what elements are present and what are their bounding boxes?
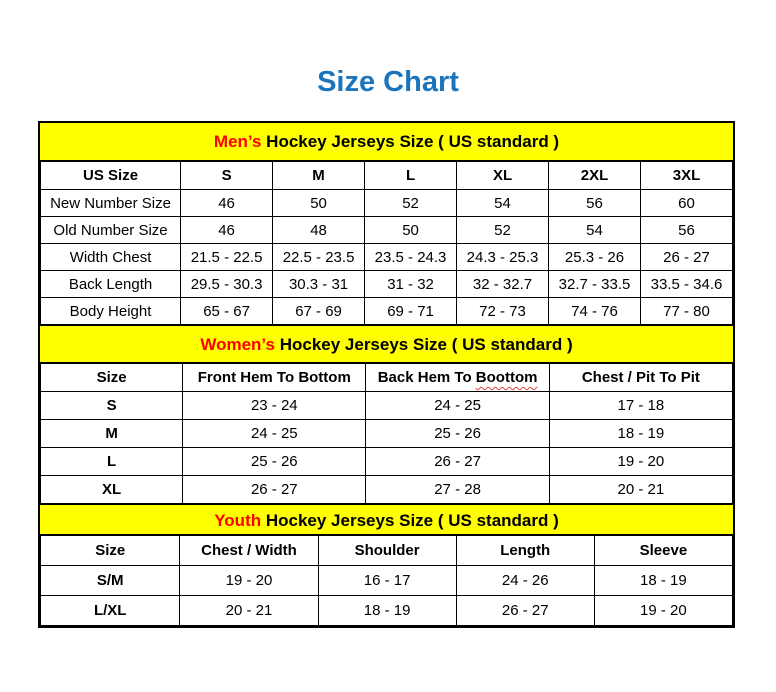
- mens-cell-value: 72 - 73: [457, 298, 549, 325]
- mens-data-row: [41, 190, 733, 217]
- mens-header-row: [41, 162, 733, 190]
- mens-cell-value: 54: [457, 190, 549, 217]
- mens-cell-value: 56: [641, 217, 733, 244]
- youth-band-highlight: Youth: [214, 511, 262, 530]
- mens-cell-value: 60: [641, 190, 733, 217]
- mens-cell-value: 77 - 80: [641, 298, 733, 325]
- mens-column-header: 3XL: [641, 162, 733, 190]
- mens-data-row: [41, 244, 733, 271]
- mens-section-band: Men’s Hockey Jerseys Size ( US standard ): [40, 123, 733, 161]
- womens-header-row: [41, 364, 733, 392]
- mens-cell-value: 54: [549, 217, 641, 244]
- mens-cell-value: 33.5 - 34.6: [641, 271, 733, 298]
- womens-column-header: Back Hem To Boottom: [366, 364, 549, 392]
- mens-cell-value: 67 - 69: [273, 298, 365, 325]
- misspelled-word: Boottom: [475, 369, 538, 386]
- mens-cell-value: 21.5 - 22.5: [181, 244, 273, 271]
- mens-cell-value: 48: [273, 217, 365, 244]
- youth-column-header: Chest / Width: [180, 536, 318, 566]
- mens-cell-value: 50: [273, 190, 365, 217]
- youth-table: [40, 535, 733, 626]
- womens-cell-value: 25 - 26: [366, 420, 549, 448]
- womens-data-row: [41, 476, 733, 504]
- womens-row-label: M: [41, 420, 183, 448]
- mens-cell-value: 69 - 71: [365, 298, 457, 325]
- womens-band-highlight: Women’s: [200, 335, 275, 354]
- youth-cell-value: 18 - 19: [318, 596, 456, 626]
- womens-column-header: Chest / Pit To Pit: [549, 364, 732, 392]
- womens-row-label: XL: [41, 476, 183, 504]
- mens-cell-value: 29.5 - 30.3: [181, 271, 273, 298]
- mens-cell-value: 50: [365, 217, 457, 244]
- mens-column-header: S: [181, 162, 273, 190]
- mens-table: [40, 161, 733, 325]
- youth-cell-value: 20 - 21: [180, 596, 318, 626]
- womens-data-row: [41, 420, 733, 448]
- womens-cell-value: 26 - 27: [366, 448, 549, 476]
- size-chart-tables: [38, 121, 735, 628]
- mens-cell-value: 56: [549, 190, 641, 217]
- womens-cell-value: 27 - 28: [366, 476, 549, 504]
- youth-data-row: [41, 566, 733, 596]
- mens-cell-value: 32.7 - 33.5: [549, 271, 641, 298]
- womens-data-row: [41, 448, 733, 476]
- womens-cell-value: 24 - 25: [366, 392, 549, 420]
- womens-cell-value: 18 - 19: [549, 420, 732, 448]
- womens-section-band: Women’s Hockey Jerseys Size ( US standard ): [40, 325, 733, 363]
- mens-cell-value: 30.3 - 31: [273, 271, 365, 298]
- womens-row-label: L: [41, 448, 183, 476]
- mens-cell-value: 26 - 27: [641, 244, 733, 271]
- mens-row-label: Back Length: [41, 271, 181, 298]
- mens-row-label: Body Height: [41, 298, 181, 325]
- mens-column-header: XL: [457, 162, 549, 190]
- mens-cell-value: 24.3 - 25.3: [457, 244, 549, 271]
- mens-cell-value: 32 - 32.7: [457, 271, 549, 298]
- mens-cell-value: 46: [181, 190, 273, 217]
- youth-row-label: S/M: [41, 566, 180, 596]
- mens-cell-value: 52: [457, 217, 549, 244]
- womens-cell-value: 19 - 20: [549, 448, 732, 476]
- mens-cell-value: 65 - 67: [181, 298, 273, 325]
- youth-cell-value: 19 - 20: [594, 596, 732, 626]
- mens-data-row: [41, 217, 733, 244]
- mens-column-header: 2XL: [549, 162, 641, 190]
- youth-column-header: Sleeve: [594, 536, 732, 566]
- mens-row-label: Width Chest: [41, 244, 181, 271]
- mens-cell-value: 74 - 76: [549, 298, 641, 325]
- mens-cell-value: 46: [181, 217, 273, 244]
- womens-cell-value: 25 - 26: [183, 448, 366, 476]
- youth-data-row: [41, 596, 733, 626]
- womens-table: [40, 363, 733, 504]
- mens-column-header: US Size: [41, 162, 181, 190]
- youth-column-header: Size: [41, 536, 180, 566]
- mens-row-label: New Number Size: [41, 190, 181, 217]
- mens-cell-value: 31 - 32: [365, 271, 457, 298]
- mens-column-header: M: [273, 162, 365, 190]
- youth-row-label: L/XL: [41, 596, 180, 626]
- youth-section-band: Youth Hockey Jerseys Size ( US standard ): [40, 504, 733, 535]
- mens-cell-value: 52: [365, 190, 457, 217]
- mens-cell-value: 23.5 - 24.3: [365, 244, 457, 271]
- mens-data-row: [41, 271, 733, 298]
- mens-cell-value: 22.5 - 23.5: [273, 244, 365, 271]
- womens-cell-value: 20 - 21: [549, 476, 732, 504]
- youth-header-row: [41, 536, 733, 566]
- womens-column-header: Size: [41, 364, 183, 392]
- youth-cell-value: 18 - 19: [594, 566, 732, 596]
- youth-column-header: Length: [456, 536, 594, 566]
- womens-cell-value: 24 - 25: [183, 420, 366, 448]
- womens-cell-value: 17 - 18: [549, 392, 732, 420]
- mens-cell-value: 25.3 - 26: [549, 244, 641, 271]
- mens-data-row: [41, 298, 733, 325]
- mens-row-label: Old Number Size: [41, 217, 181, 244]
- womens-cell-value: 26 - 27: [183, 476, 366, 504]
- youth-cell-value: 16 - 17: [318, 566, 456, 596]
- womens-row-label: S: [41, 392, 183, 420]
- youth-cell-value: 26 - 27: [456, 596, 594, 626]
- mens-band-highlight: Men’s: [213, 132, 262, 151]
- womens-data-row: [41, 392, 733, 420]
- youth-cell-value: 19 - 20: [180, 566, 318, 596]
- womens-cell-value: 23 - 24: [183, 392, 366, 420]
- youth-cell-value: 24 - 26: [456, 566, 594, 596]
- youth-column-header: Shoulder: [318, 536, 456, 566]
- womens-column-header: Front Hem To Bottom: [183, 364, 366, 392]
- page-title: Size Chart: [317, 66, 459, 98]
- mens-column-header: L: [365, 162, 457, 190]
